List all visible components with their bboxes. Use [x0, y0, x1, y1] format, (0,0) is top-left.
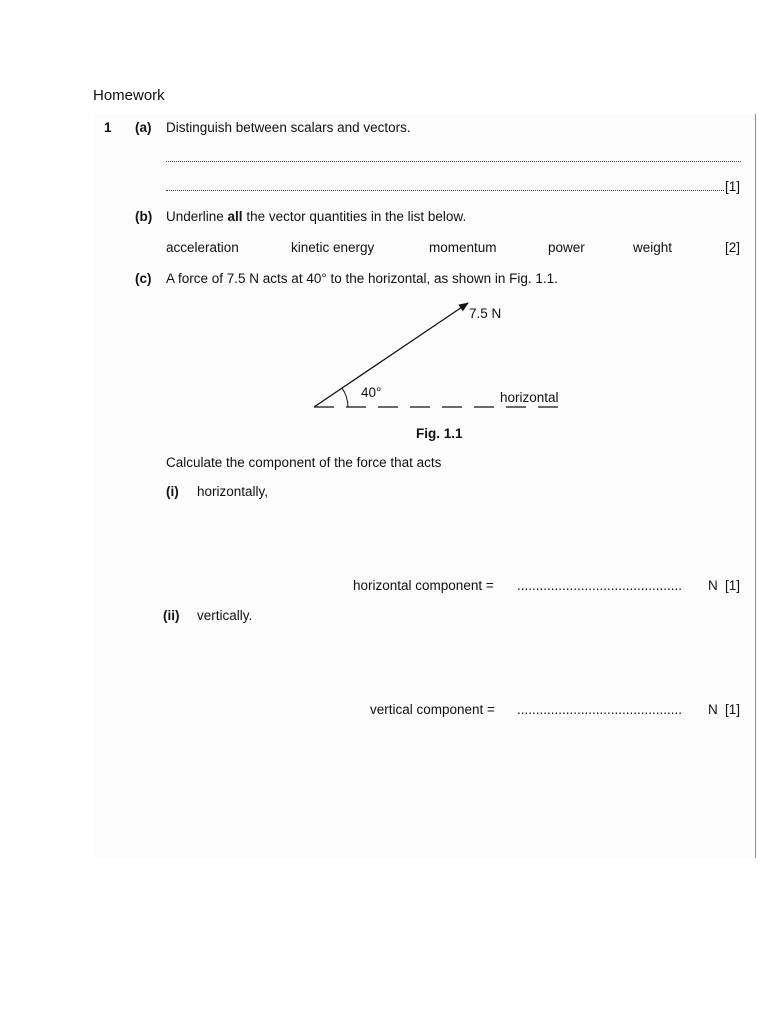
quantity-item[interactable]: weight: [633, 240, 673, 255]
horizontal-component-label: horizontal component =: [353, 578, 494, 593]
part-c-text: A force of 7.5 N acts at 40° to the horizontal, as shown in Fig. 1.1.: [166, 271, 558, 286]
horizontal-component-answer[interactable]: ............................................: [517, 578, 683, 593]
part-a-text: Distinguish between scalars and vectors.: [166, 120, 411, 135]
part-c-i-label: (i): [166, 484, 179, 499]
part-c-i-marks: [1]: [725, 578, 741, 593]
vertical-unit: N: [708, 702, 718, 717]
question-number: 1: [104, 120, 112, 135]
quantity-item[interactable]: acceleration: [166, 240, 239, 255]
quantity-item[interactable]: power: [548, 240, 585, 255]
part-b-label: (b): [135, 209, 153, 224]
quantity-item[interactable]: kinetic energy: [291, 240, 375, 255]
part-c-prompt: Calculate the component of the force that acts: [166, 455, 442, 470]
force-diagram: [300, 295, 590, 415]
part-b-text: Underline all the vector quantities in the list below.: [166, 209, 467, 224]
question-panel: [95, 114, 756, 858]
part-c-label: (c): [135, 271, 152, 286]
part-c-ii-marks: [1]: [725, 702, 741, 717]
horizontal-unit: N: [708, 578, 718, 593]
vertical-component-answer[interactable]: ............................................: [517, 702, 683, 717]
force-label: 7.5 N: [469, 306, 502, 321]
force-arrow: [314, 303, 468, 407]
part-a-label: (a): [135, 120, 152, 135]
angle-arc: [342, 388, 348, 407]
answer-line-1[interactable]: [166, 161, 741, 162]
horizontal-label: horizontal: [500, 390, 559, 405]
part-b-marks: [2]: [725, 240, 741, 255]
part-c-ii-label: (ii): [163, 608, 180, 623]
part-a-marks: [1]: [725, 179, 741, 194]
vertical-component-label: vertical component =: [370, 702, 495, 717]
answer-line-2[interactable]: [166, 190, 724, 191]
figure-caption: Fig. 1.1: [416, 426, 463, 441]
part-c-ii-text: vertically.: [197, 608, 253, 623]
quantity-item[interactable]: momentum: [429, 240, 497, 255]
part-c-i-text: horizontally,: [197, 484, 269, 499]
page-title: Homework: [93, 87, 165, 104]
angle-label: 40°: [361, 385, 382, 400]
